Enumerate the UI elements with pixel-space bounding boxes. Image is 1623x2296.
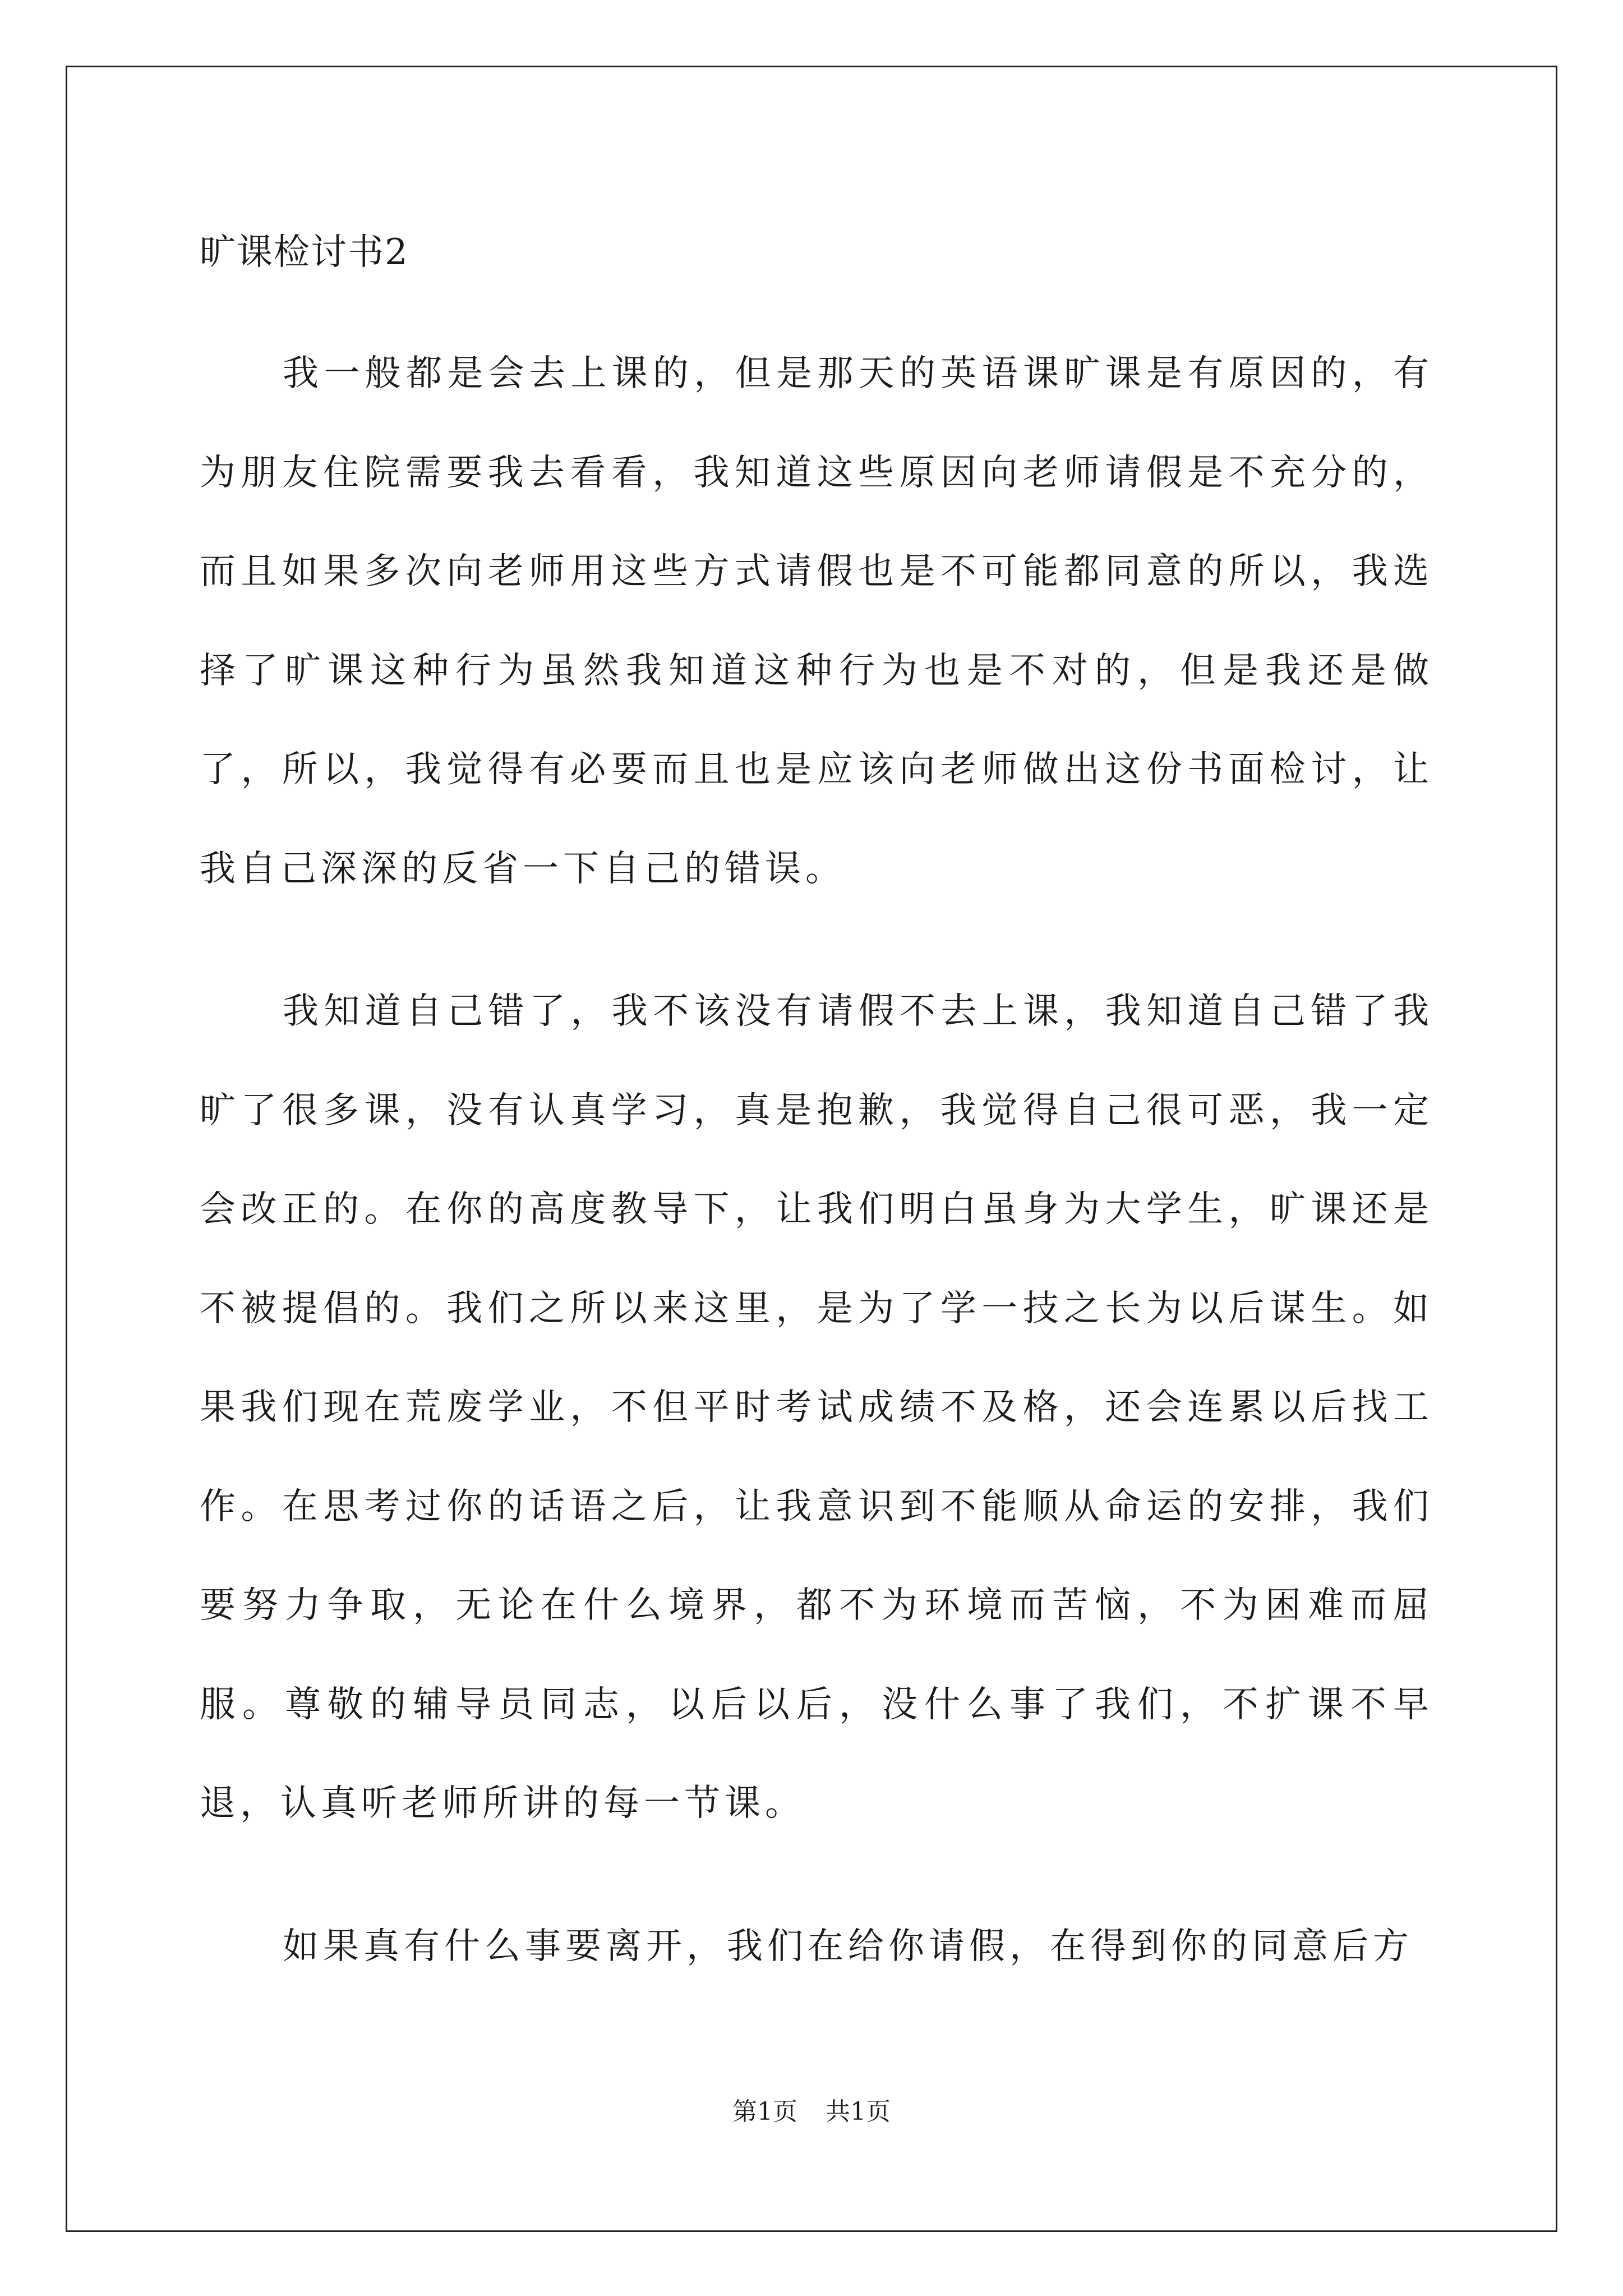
page-footer [0,2095,1623,2129]
paragraph-2: 我知道自己错了，我不该没有请假不去上课，我知道自己错了我旷了很多课，没有认真学习，真是抱歉，我觉得自己很可恶，我一定会改正的。在你的高度教导下，让我们明白虽身为大学生，旷课还是不被提倡的。我们之所以来这里，是为了学一技之长为以后谋生。如果我们现在荒废学业，不但平时考试成绩不及格，还会连累以后找工作。在思考过你的话语之后，让我意识到不能顺从命运的安排，我们要努力争取，无论在什么境界，都不为环境而苦恼，不为困难而屈服。尊敬的辅导员同志，以后以后，没什么事了我们，不扩课不早退，认真听老师所讲的每一节课。 [200,991,1433,1824]
paragraph-3: 如果真有什么事要离开，我们在给你请假，在得到你的同意后方 [283,1925,1413,1967]
document-title: 旷课检讨书2 [200,232,409,273]
document-body [200,224,1433,1996]
paragraph-1: 我一般都是会去上课的，但是那天的英语课旷课是有原因的，有为朋友住院需要我去看看，我知道这些原因向老师请假是不充分的，而且如果多次向老师用这些方式请假也是不可能都同意的所以，我选择了旷课这种行为虽然我知道这种行为也是不对的，但是我还是做了，所以，我觉得有必要而且也是应该向老师做出这份书面检讨，让我自己深深的反省一下自己的错误。 [200,353,1433,890]
page-number-total: 共1页 [826,2097,891,2126]
page-number-current: 第1页 [732,2097,797,2126]
